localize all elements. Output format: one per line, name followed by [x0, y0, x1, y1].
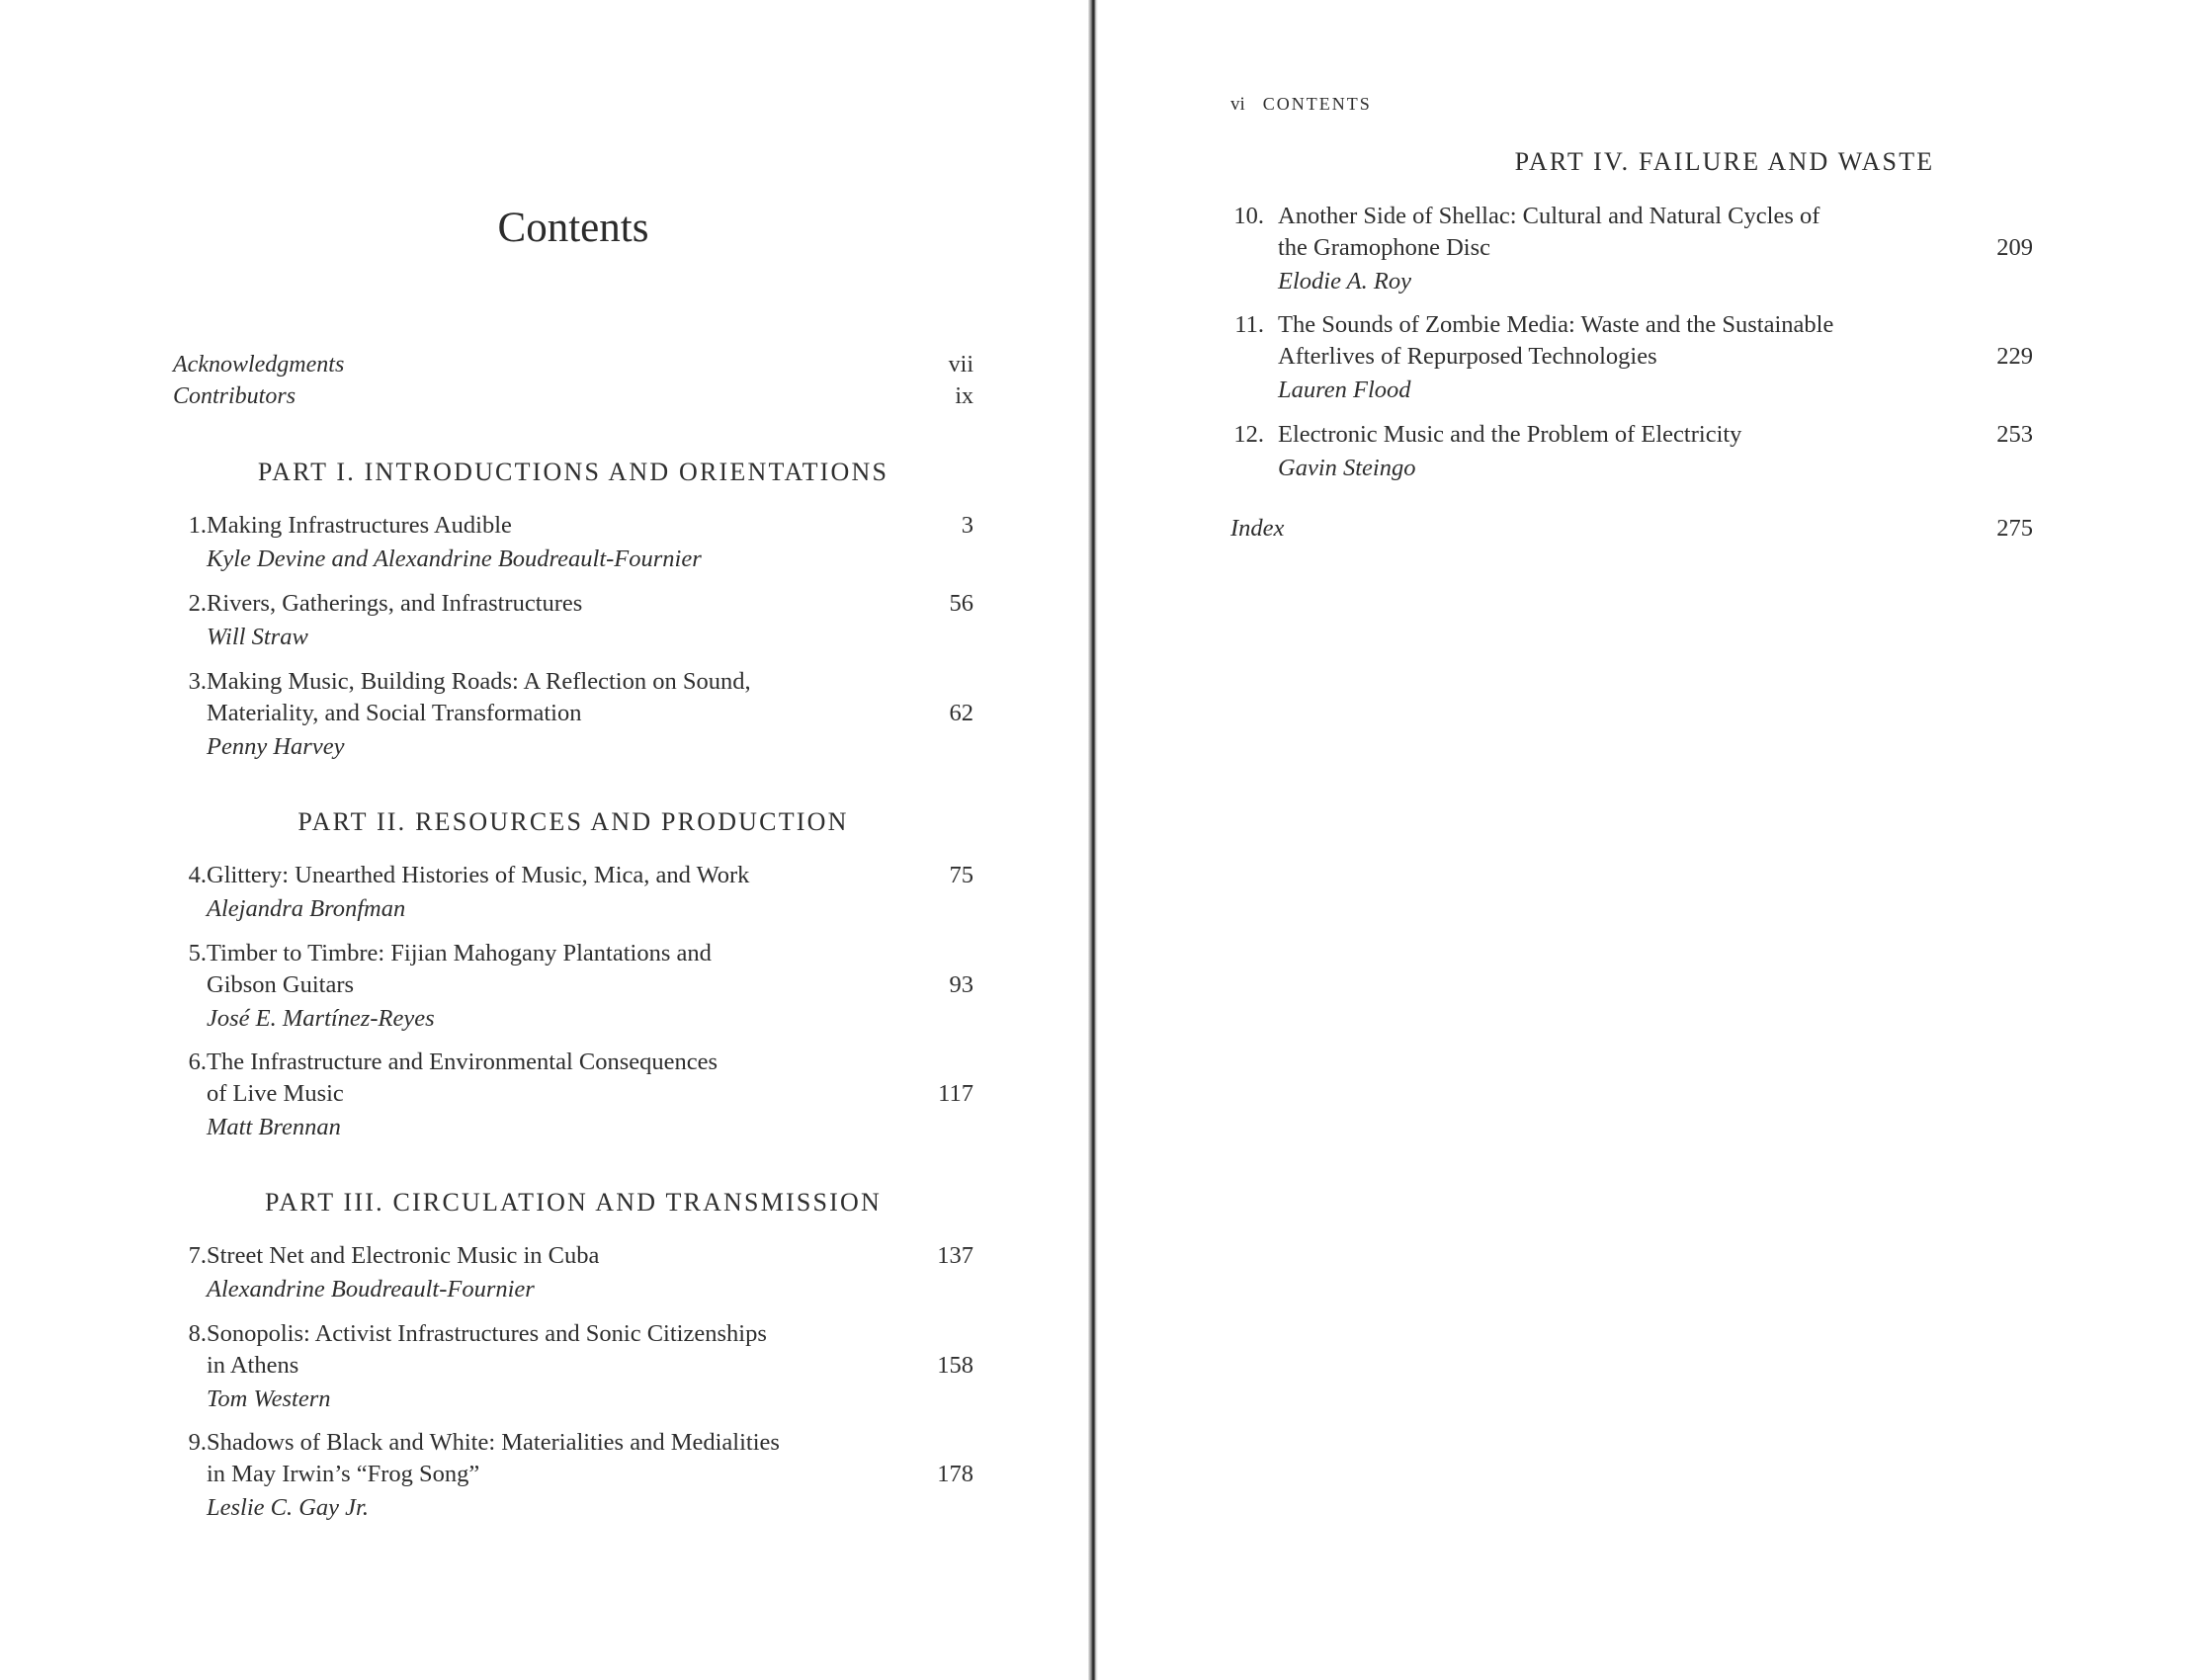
chapter-title: Electronic Music and the Problem of Electricity	[1278, 421, 1742, 448]
chapter-title: Timber to Timbre: Fijian Mahogany Plantations and Gibson Guitars	[207, 940, 712, 998]
chapter-number: 5.	[188, 940, 207, 966]
chapter-author: Kyle Devine and Alexandrine Boudreault-Fournier	[207, 546, 702, 572]
chapter-number: 9.	[188, 1429, 207, 1456]
page-number: 178	[937, 1461, 973, 1487]
book-gutter	[1088, 0, 1098, 1680]
page-number: ix	[955, 383, 973, 409]
front-matter-acknowledgments[interactable]	[173, 349, 973, 380]
page-number: 158	[937, 1352, 973, 1379]
page-number: 117	[938, 1080, 973, 1107]
chapter-title: The Infrastructure and Environmental Consequences of Live Music	[207, 1049, 719, 1107]
index-label: Index	[1230, 515, 1285, 542]
page-number: 275	[1996, 515, 2033, 542]
page-number: 253	[1996, 421, 2033, 448]
page-number: 209	[1996, 234, 2033, 261]
chapter-number: 8.	[188, 1320, 207, 1347]
chapter-number: 7.	[188, 1242, 207, 1269]
page-number: 93	[949, 971, 973, 998]
chapter-title: The Sounds of Zombie Media: Waste and the Sustainable Afterlives of Repurposed Technologies	[1278, 311, 1834, 370]
chapter-author: Alejandra Bronfman	[207, 895, 406, 922]
chapter-number: 12.	[1233, 421, 1264, 448]
chapter-title: Street Net and Electronic Music in Cuba	[207, 1242, 600, 1269]
chapter-title: Making Infrastructures Audible	[207, 512, 512, 539]
chapter-number: 4.	[188, 862, 207, 888]
part-heading: PART IV. FAILURE AND WASTE	[1514, 147, 1935, 176]
chapter-title: Another Side of Shellac: Cultural and Natural Cycles of the Gramophone Disc	[1278, 203, 1820, 261]
chapter-number: 2.	[188, 590, 207, 617]
page-number: 137	[937, 1242, 973, 1269]
chapter-author: Matt Brennan	[207, 1114, 341, 1140]
page-number: 75	[949, 862, 973, 888]
page-number: vii	[948, 352, 973, 378]
index-entry[interactable]	[1230, 513, 2033, 545]
running-head	[1230, 91, 1372, 118]
part-heading: PART II. RESOURCES AND PRODUCTION	[297, 807, 849, 836]
chapter-author: Penny Harvey	[207, 733, 345, 760]
chapter-title: Rivers, Gatherings, and Infrastructures	[207, 590, 583, 617]
chapter-number: 1.	[188, 512, 207, 539]
chapter-author: Lauren Flood	[1278, 377, 1411, 403]
chapter-number: 6.	[188, 1049, 207, 1075]
chapter-title: Shadows of Black and White: Materialities and Medialities in May Irwin’s “Frog Song”	[207, 1429, 780, 1487]
part-heading: PART III. CIRCULATION AND TRANSMISSION	[264, 1188, 882, 1217]
front-matter-label: Acknowledgments	[173, 352, 345, 378]
chapter-author: Elodie A. Roy	[1278, 268, 1411, 294]
folio-number: vi	[1230, 94, 1245, 115]
chapter-author: Alexandrine Boudreault-Fournier	[207, 1276, 535, 1302]
chapter-author: Will Straw	[207, 624, 308, 650]
left-page	[0, 0, 1087, 1680]
page-number: 62	[949, 700, 973, 726]
chapter-title: Making Music, Building Roads: A Reflection on Sound, Materiality, and Social Transformation	[207, 668, 751, 726]
chapter-number: 10.	[1233, 203, 1264, 229]
front-matter-contributors[interactable]	[173, 380, 973, 412]
front-matter-label: Contributors	[173, 383, 296, 409]
chapter-number: 3.	[188, 668, 207, 695]
page-title: Contents	[497, 205, 649, 251]
chapter-title: Glittery: Unearthed Histories of Music, Mica, and Work	[207, 862, 750, 888]
running-head-title: CONTENTS	[1262, 94, 1372, 114]
page-number: 229	[1996, 343, 2033, 370]
page-number: 56	[949, 590, 973, 617]
chapter-author: José E. Martínez-Reyes	[207, 1005, 435, 1032]
chapter-number: 11.	[1234, 311, 1264, 338]
page-number: 3	[961, 512, 973, 539]
chapter-author: Leslie C. Gay Jr.	[207, 1494, 369, 1521]
chapter-author: Gavin Steingo	[1278, 455, 1416, 481]
chapter-author: Tom Western	[207, 1386, 331, 1412]
part-heading: PART I. INTRODUCTIONS AND ORIENTATIONS	[257, 458, 889, 486]
chapter-title: Sonopolis: Activist Infrastructures and Sonic Citizenships in Athens	[207, 1320, 767, 1379]
